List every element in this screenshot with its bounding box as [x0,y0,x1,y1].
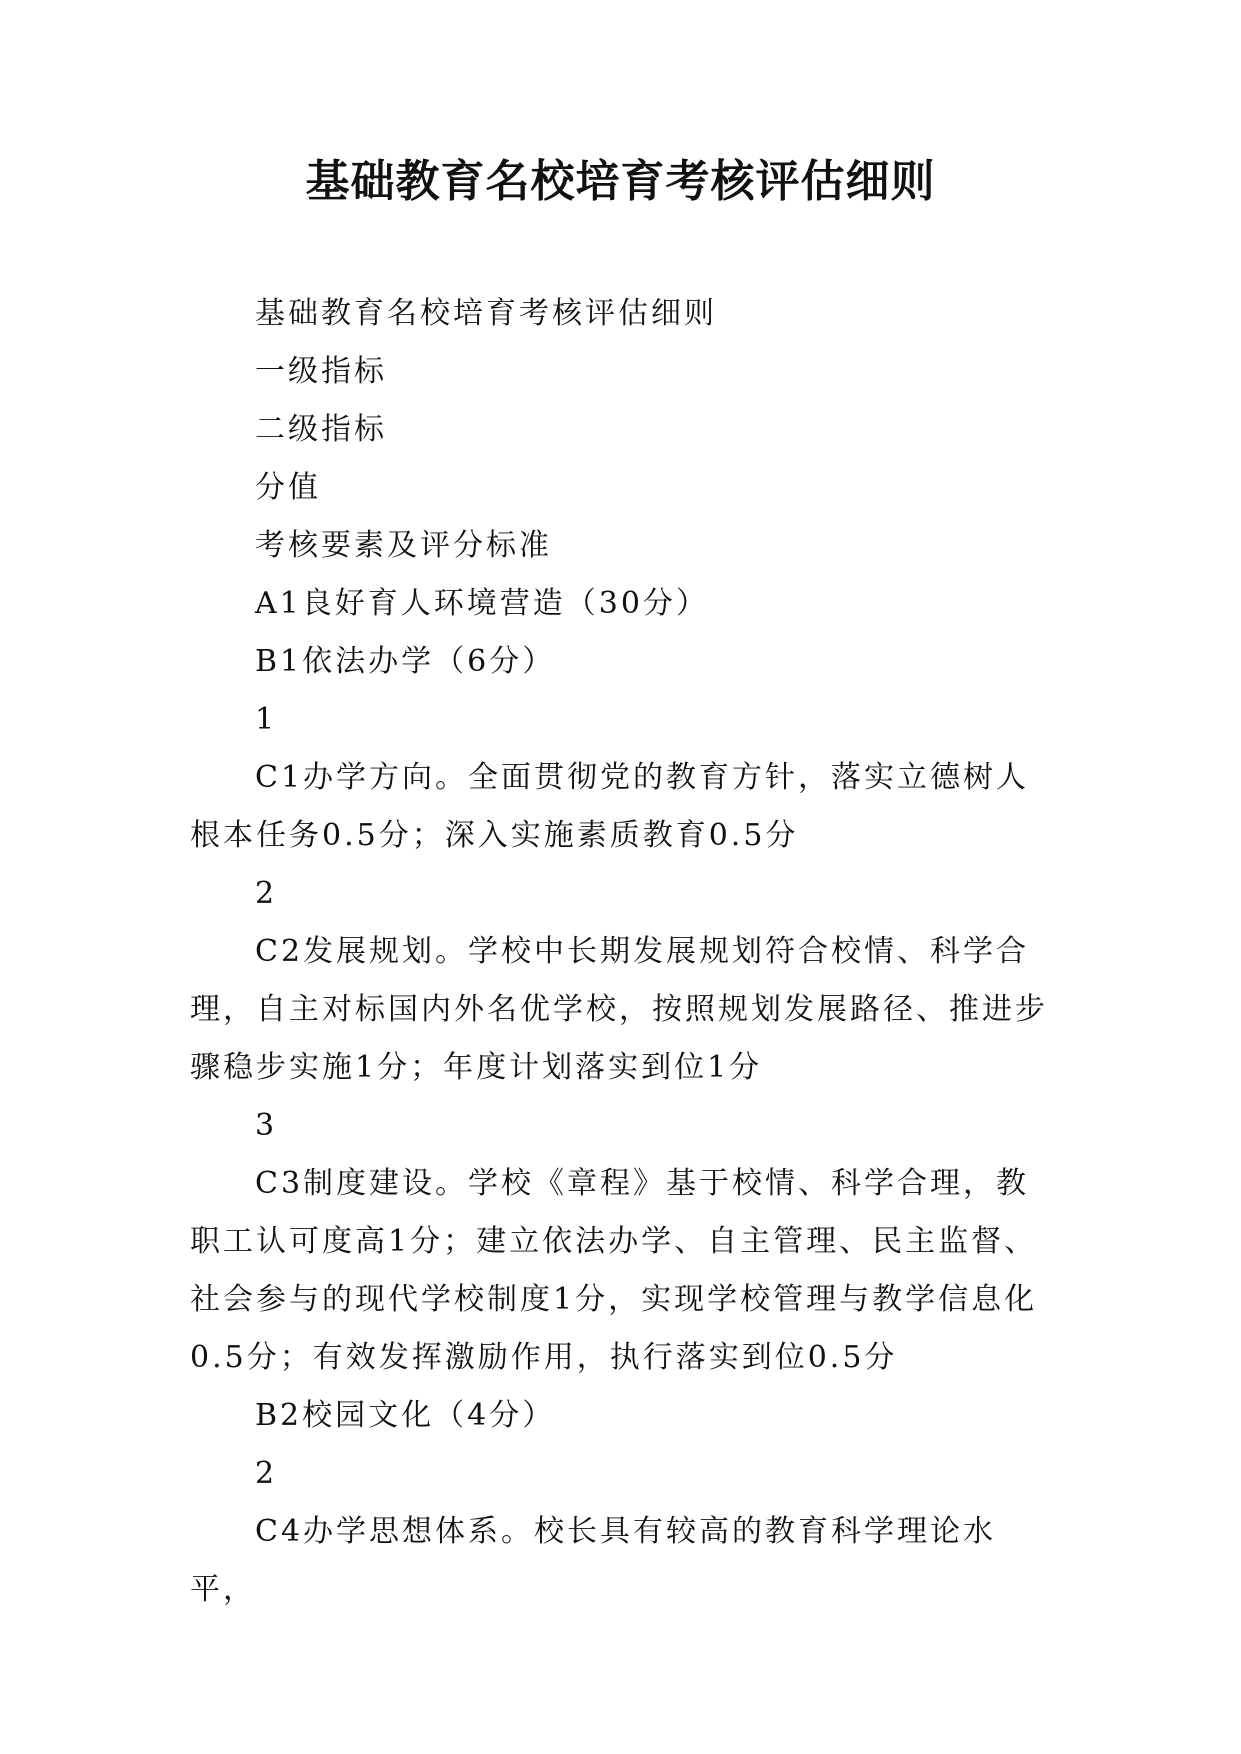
paragraph-score: 分值 [255,470,321,505]
paragraph-score-c1: 1 [255,702,278,737]
paragraph-criteria-header: 考核要素及评分标准 [255,528,552,563]
paragraph-b2: B2校园文化（4分） [255,1398,556,1433]
document-title: 基础教育名校培育考核评估细则 [305,156,936,207]
paragraph-c4: C4办学思想体系。校长具有较高的教育科学理论水平， [190,1514,997,1607]
paragraph-score-c3: 3 [255,1108,278,1143]
paragraph-score-c2: 2 [255,876,278,911]
paragraph-c3: C3制度建设。学校《章程》基于校情、科学合理，教职工认可度高1分；建立依法办学、自主管理、民主监督、社会参与的现代学校制度1分，实现学校管理与教学信息化0.5分；有效发挥激励作用，执行落实到位0.5分 [190,1166,1038,1375]
paragraph-c1: C1办学方向。全面贯彻党的教育方针，落实立德树人根本任务0.5分；深入实施素质教育0.5分 [190,760,1030,853]
document-body [190,285,1060,1619]
paragraph-c2: C2发展规划。学校中长期发展规划符合校情、科学合理，自主对标国内外名优学校，按照规划发展路径、推进步骤稳步实施1分；年度计划落实到位1分 [190,934,1048,1085]
paragraph-level2-indicator: 二级指标 [255,412,387,447]
paragraph-b1: B1依法办学（6分） [255,644,556,679]
paragraph-a1: A1良好育人环境营造（30分） [255,586,709,621]
paragraph-heading-repeat: 基础教育名校培育考核评估细则 [255,296,717,331]
paragraph-score-c4: 2 [255,1456,278,1491]
paragraph-level1-indicator: 一级指标 [255,354,387,389]
